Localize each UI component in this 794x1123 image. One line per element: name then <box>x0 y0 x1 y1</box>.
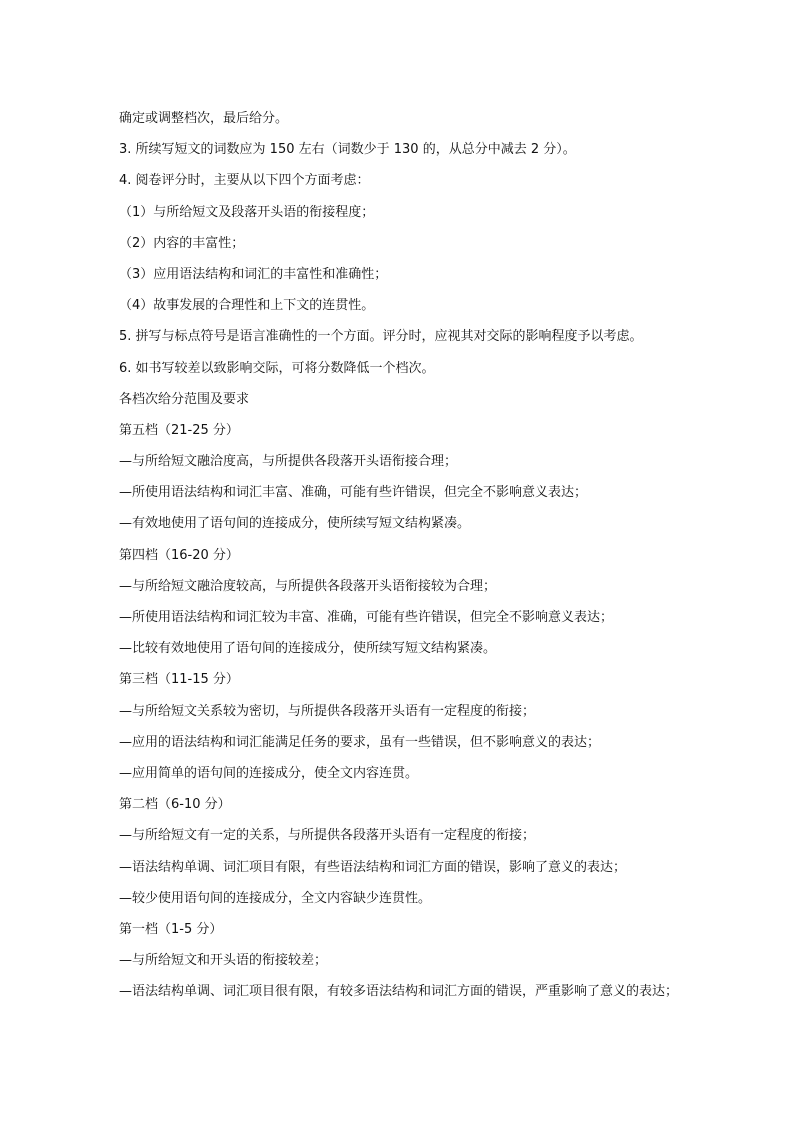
text-line: （2）内容的丰富性； <box>119 235 245 251</box>
text-line: 3. 所续写短文的词数应为 150 左右（词数少于 130 的，从总分中减去 2 分）。 <box>119 142 576 158</box>
criterion-line: —所使用语法结构和词汇丰富、准确，可能有些许错误，但完全不影响意义表达； <box>119 485 588 501</box>
criterion-line: —有效地使用了语句间的连接成分，使所续写短文结构紧凑。 <box>119 516 471 532</box>
text-line: （3）应用语法结构和词汇的丰富性和准确性； <box>119 266 388 282</box>
text-line: 5. 拼写与标点符号是语言准确性的一个方面。评分时，应视其对交际的影响程度予以考虑。 <box>119 329 643 345</box>
criterion-line: —所使用语法结构和词汇较为丰富、准确，可能有些许错误，但完全不影响意义表达； <box>119 610 614 625</box>
section-heading: 各档次给分范围及要求 <box>119 391 250 407</box>
criterion-line: —与所给短文和开头语的衔接较差； <box>119 953 328 969</box>
document-body <box>119 103 679 1007</box>
grade-heading: 第三档（11-15 分） <box>119 672 239 688</box>
criterion-line: —应用的语法结构和词汇能满足任务的要求，虽有一些错误，但不影响意义的表达； <box>119 734 601 750</box>
criterion-line: —与所给短文融洽度高，与所提供各段落开头语衔接合理； <box>119 454 458 470</box>
criterion-line: —与所给短文融洽度较高，与所提供各段落开头语衔接较为合理； <box>119 578 497 594</box>
grade-heading: 第一档（1-5 分） <box>119 921 223 937</box>
text-line: 4. 阅卷评分时，主要从以下四个方面考虑： <box>119 173 370 189</box>
criterion-line: —语法结构单调、词汇项目很有限，有较多语法结构和词汇方面的错误，严重影响了意义的表达； <box>119 984 679 1000</box>
criterion-line: —应用简单的语句间的连接成分，使全文内容连贯。 <box>119 765 419 781</box>
text-line: （1）与所给短文及段落开头语的衔接程度； <box>119 204 375 220</box>
grade-heading: 第五档（21-25 分） <box>119 422 239 438</box>
criterion-line: —与所给短文有一定的关系，与所提供各段落开头语有一定程度的衔接； <box>119 828 536 844</box>
criterion-line: —较少使用语句间的连接成分，全文内容缺少连贯性。 <box>119 890 432 906</box>
text-line: （4）故事发展的合理性和上下文的连贯性。 <box>119 298 375 314</box>
criterion-line: —与所给短文关系较为密切，与所提供各段落开头语有一定程度的衔接； <box>119 703 536 719</box>
text-line: 确定或调整档次，最后给分。 <box>119 111 289 126</box>
grade-heading: 第二档（6-10 分） <box>119 797 231 813</box>
criterion-line: —比较有效地使用了语句间的连接成分，使所续写短文结构紧凑。 <box>119 641 497 657</box>
criterion-line: —语法结构单调、词汇项目有限，有些语法结构和词汇方面的错误，影响了意义的表达； <box>119 859 627 875</box>
text-line: 6. 如书写较差以致影响交际，可将分数降低一个档次。 <box>119 360 435 376</box>
grade-heading: 第四档（16-20 分） <box>119 547 239 563</box>
